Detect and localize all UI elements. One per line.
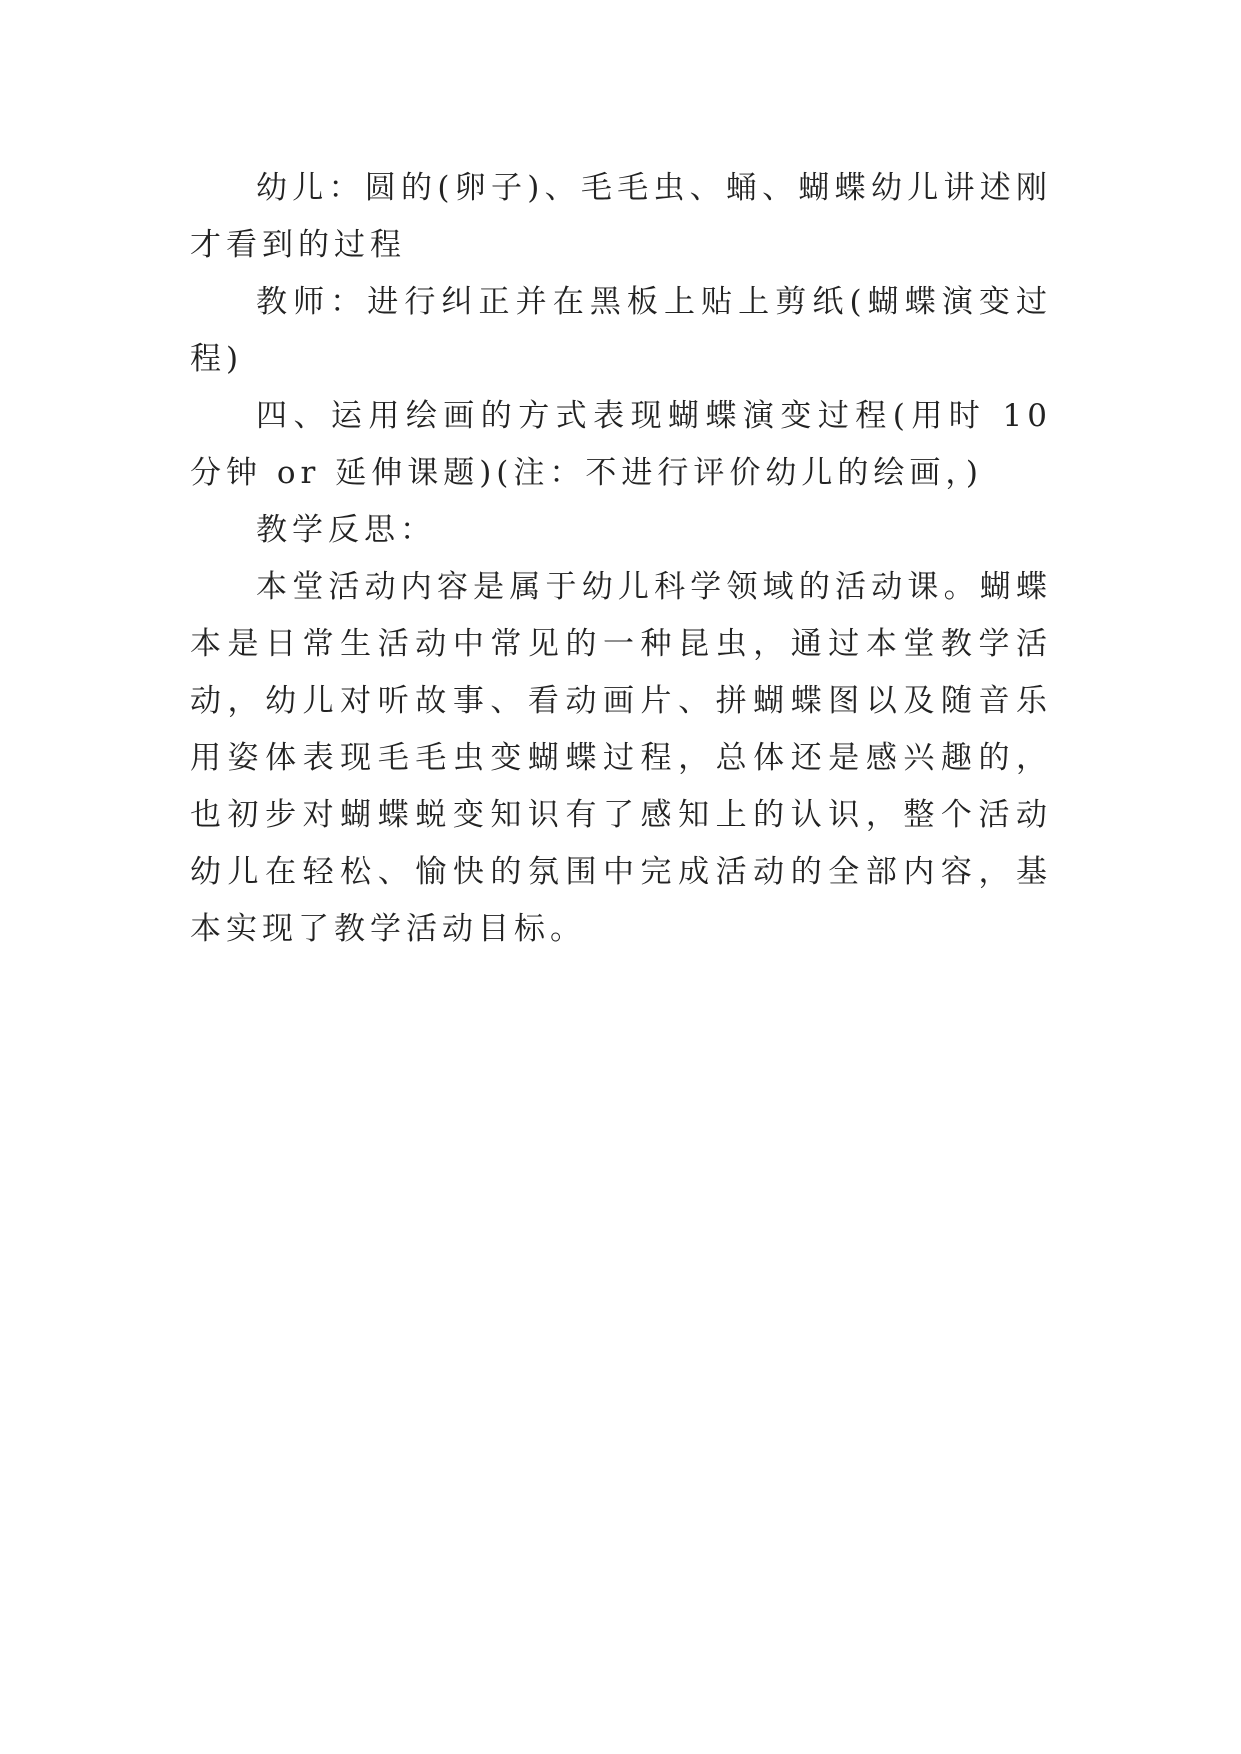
paragraph-children-answer: 幼儿：圆的(卵子)、毛毛虫、蛹、蝴蝶幼儿讲述刚才看到的过程 (190, 170, 1052, 263)
paragraph-teacher-correction: 教师：进行纠正并在黑板上贴上剪纸(蝴蝶演变过程) (190, 284, 1052, 377)
paragraph-reflection-heading: 教学反思： (256, 512, 436, 548)
paragraph-reflection-body: 本堂活动内容是属于幼儿科学领域的活动课。蝴蝶本是日常生活动中常见的一种昆虫，通过本堂教学活动，幼儿对听故事、看动画片、拼蝴蝶图以及随音乐用姿体表现毛毛虫变蝴蝶过程，总体还是感兴趣的，也初步对蝴蝶蜕变知识有了感知上的认识，整个活动幼儿在轻松、愉快的氛围中完成活动的全部内容，基本实现了教学活动目标。 (190, 569, 1052, 947)
paragraph-step-four: 四、运用绘画的方式表现蝴蝶演变过程(用时 10 分钟 or 延伸课题)(注：不进行评价幼儿的绘画，) (190, 398, 1052, 491)
document-body (190, 160, 1052, 958)
